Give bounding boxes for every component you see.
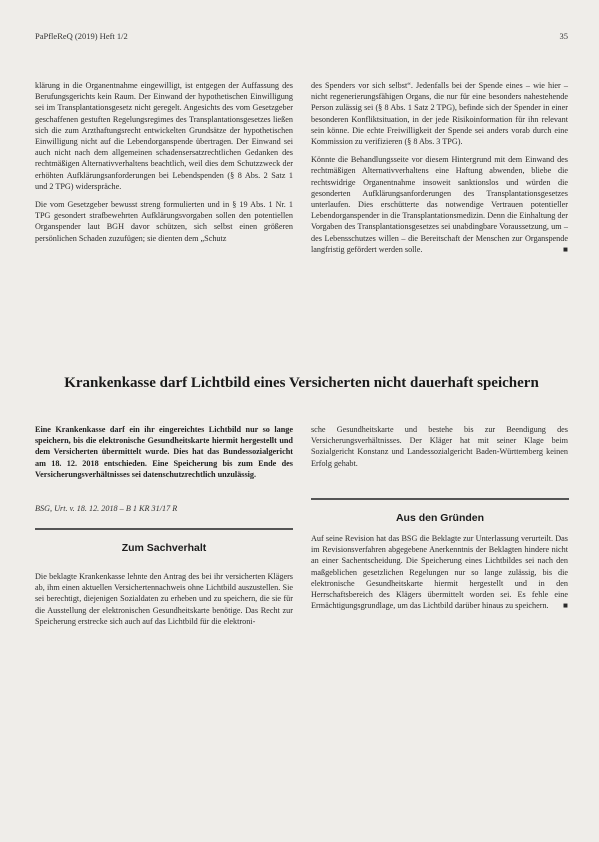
article-title: Krankenkasse darf Lichtbild eines Versicherten nicht dauerhaft speichern — [64, 375, 539, 391]
paragraph: Die vom Gesetzgeber bewusst streng formulierten und in § 19 Abs. 1 Nr. 1 TPG gesondert strafbewehrten Aufklärungsvorgaben sollen den potentiellen Organspender laut BGH davor schützen, sich selbst einen größeren persönlichen Schaden zuzufügen; sie dienten dem „Schutz — [35, 200, 293, 243]
journal-reference: PaPfleReQ (2019) Heft 1/2 — [35, 31, 128, 41]
section-facts-text — [35, 571, 293, 634]
section-rule — [35, 528, 293, 530]
paragraph: klärung in die Organentnahme eingewilligt, ist entgegen der Auffassung des Berufungsgerichts kein Raum. Der Einwand der hypothetischen Einwilligung sei im Transplantationsgesetz nicht geregelt. Angesichts des vom Gesetzgeber geschaffenen gestuften Regelungsregimes des Transplantationsgesetzes ließen sich die zum Arzthaftungsrecht entwickelten Grundsätze der hypothetischen Einwilligung nicht auf die Lebendorganspende übertragen. Der Einwand sei auch nicht nach dem allgemeinen schadensersatzrechtlichen Gedanken des rechtmäßigen Alternativverhaltens beachtlich, weil dies dem Schutzzweck der erhöhten Aufklärungsanforderungen bei Lebendspenden (§ 8 Abs. 2 Satz 1 und 2 TPG) widerspräche. — [35, 81, 293, 191]
end-mark: ■ — [563, 244, 568, 254]
page-number: 35 — [559, 31, 568, 41]
paragraph-text: Könnte die Behandlungsseite vor diesem Hintergrund mit dem Einwand des rechtmäßigen Alternativverhaltens eine Haftung abwenden, bliebe die rechtswidrige Organentnahme insoweit sanktionslos und würden die gesonderten Aufklärungsanforderungen des Transplantationsgesetzes unterlaufen. Dies erschütterte das notwendige Vertrauen potentieller Lebendorganspender in die Transplantationsmedizin. Denn die Einhaltung der Vorgaben des Transplantationsgesetzes sei unabdingbare Voraussetzung, um – des Lebensschutzes willen – die Bereitschaft der Menschen zur Organspende langfristig gefördert werden solle. — [311, 155, 568, 254]
case-citation: BSG, Urt. v. 18. 12. 2018 – B 1 KR 31/17 R — [35, 504, 178, 513]
section-reasons-text — [311, 533, 568, 618]
continuation-column-left — [35, 80, 293, 251]
section-rule — [311, 498, 569, 500]
paragraph: sche Gesundheitskarte und bestehe bis zur Beendigung des Versicherungsverhältnisses. Der Kläger hat mit seiner Klage beim Sozialgericht Konstanz und Landessozialgericht Baden-Württemberg keinen Erfolg gehabt. — [311, 425, 568, 468]
section-heading-label: Aus den Gründen — [395, 512, 485, 524]
section-heading-facts — [35, 528, 293, 564]
paragraph-text: Auf seine Revision hat das BSG die Beklagte zur Unterlassung verurteilt. Das im Revisionsverfahren abgegebene Anerkenntnis der Beklagten hindere nicht an einer Sachentscheidung. Die Speicherung eines Lichtbildes sei nach den maßgeblichen gesetzlichen Regelungen nur so lange zulässig, bis die elektronische Gesundheitskarte hiermit hergestellt und in den Herrschaftsbereich des Klägers übermittelt worden sei. Es fehle eine Ermächtigungsgrundlage, um das Lichtbild darüber hinaus zu speichern. — [311, 534, 568, 611]
section-heading-label: Zum Sachverhalt — [121, 542, 207, 554]
end-mark: ■ — [563, 601, 568, 611]
paragraph — [311, 533, 568, 611]
section-heading-reasons — [311, 498, 569, 534]
paragraph: Die beklagte Krankenkasse lehnte den Antrag des bei ihr versicherten Klägers ab, ihm einen aktuellen Versichertennachweis ohne Lichtbild auszustellen. Sie sei berechtigt, diejenigen Sozialdaten zu erheben und zu speichern, die sie für die Ausstellung der elektronischen Gesundheitskarte benötige. Das Recht zur Speicherung erstrecke sich auch auf das Lichtbild für die elektroni- — [35, 572, 293, 626]
article-lead: Eine Krankenkasse darf ein ihr eingereichtes Lichtbild nur so lange speichern, bis die elektronische Gesundheitskarte hiermit hergestellt und dem Versicherten übermittelt wurde. Dies hat das Bundessozialgericht am 18. 12. 2018 entschieden. Eine Speicherung bis zum Ende des Versicherungsverhältnisses sei datenschutzrechtlich unzulässig. — [35, 425, 293, 479]
lead-continuation — [311, 424, 568, 476]
paragraph: des Spenders vor sich selbst“. Jedenfalls bei der Spende eines – wie hier – nicht regenerierungsfähigen Organs, die nur für eine besonders nahestehende Person zulässig sei (§ 8 Abs. 1 Satz 2 TPG), befinde sich der Spender in einer besonderen Konfliktsituation, in der jede Risikoinformation für ihn relevant sein könne. Die echte Freiwilligkeit der Spende sei anders vorab durch eine Kommission zu verifizieren (§ 8 Abs. 3 TPG). — [311, 81, 568, 147]
paragraph — [311, 154, 568, 255]
continuation-column-right — [311, 80, 568, 262]
